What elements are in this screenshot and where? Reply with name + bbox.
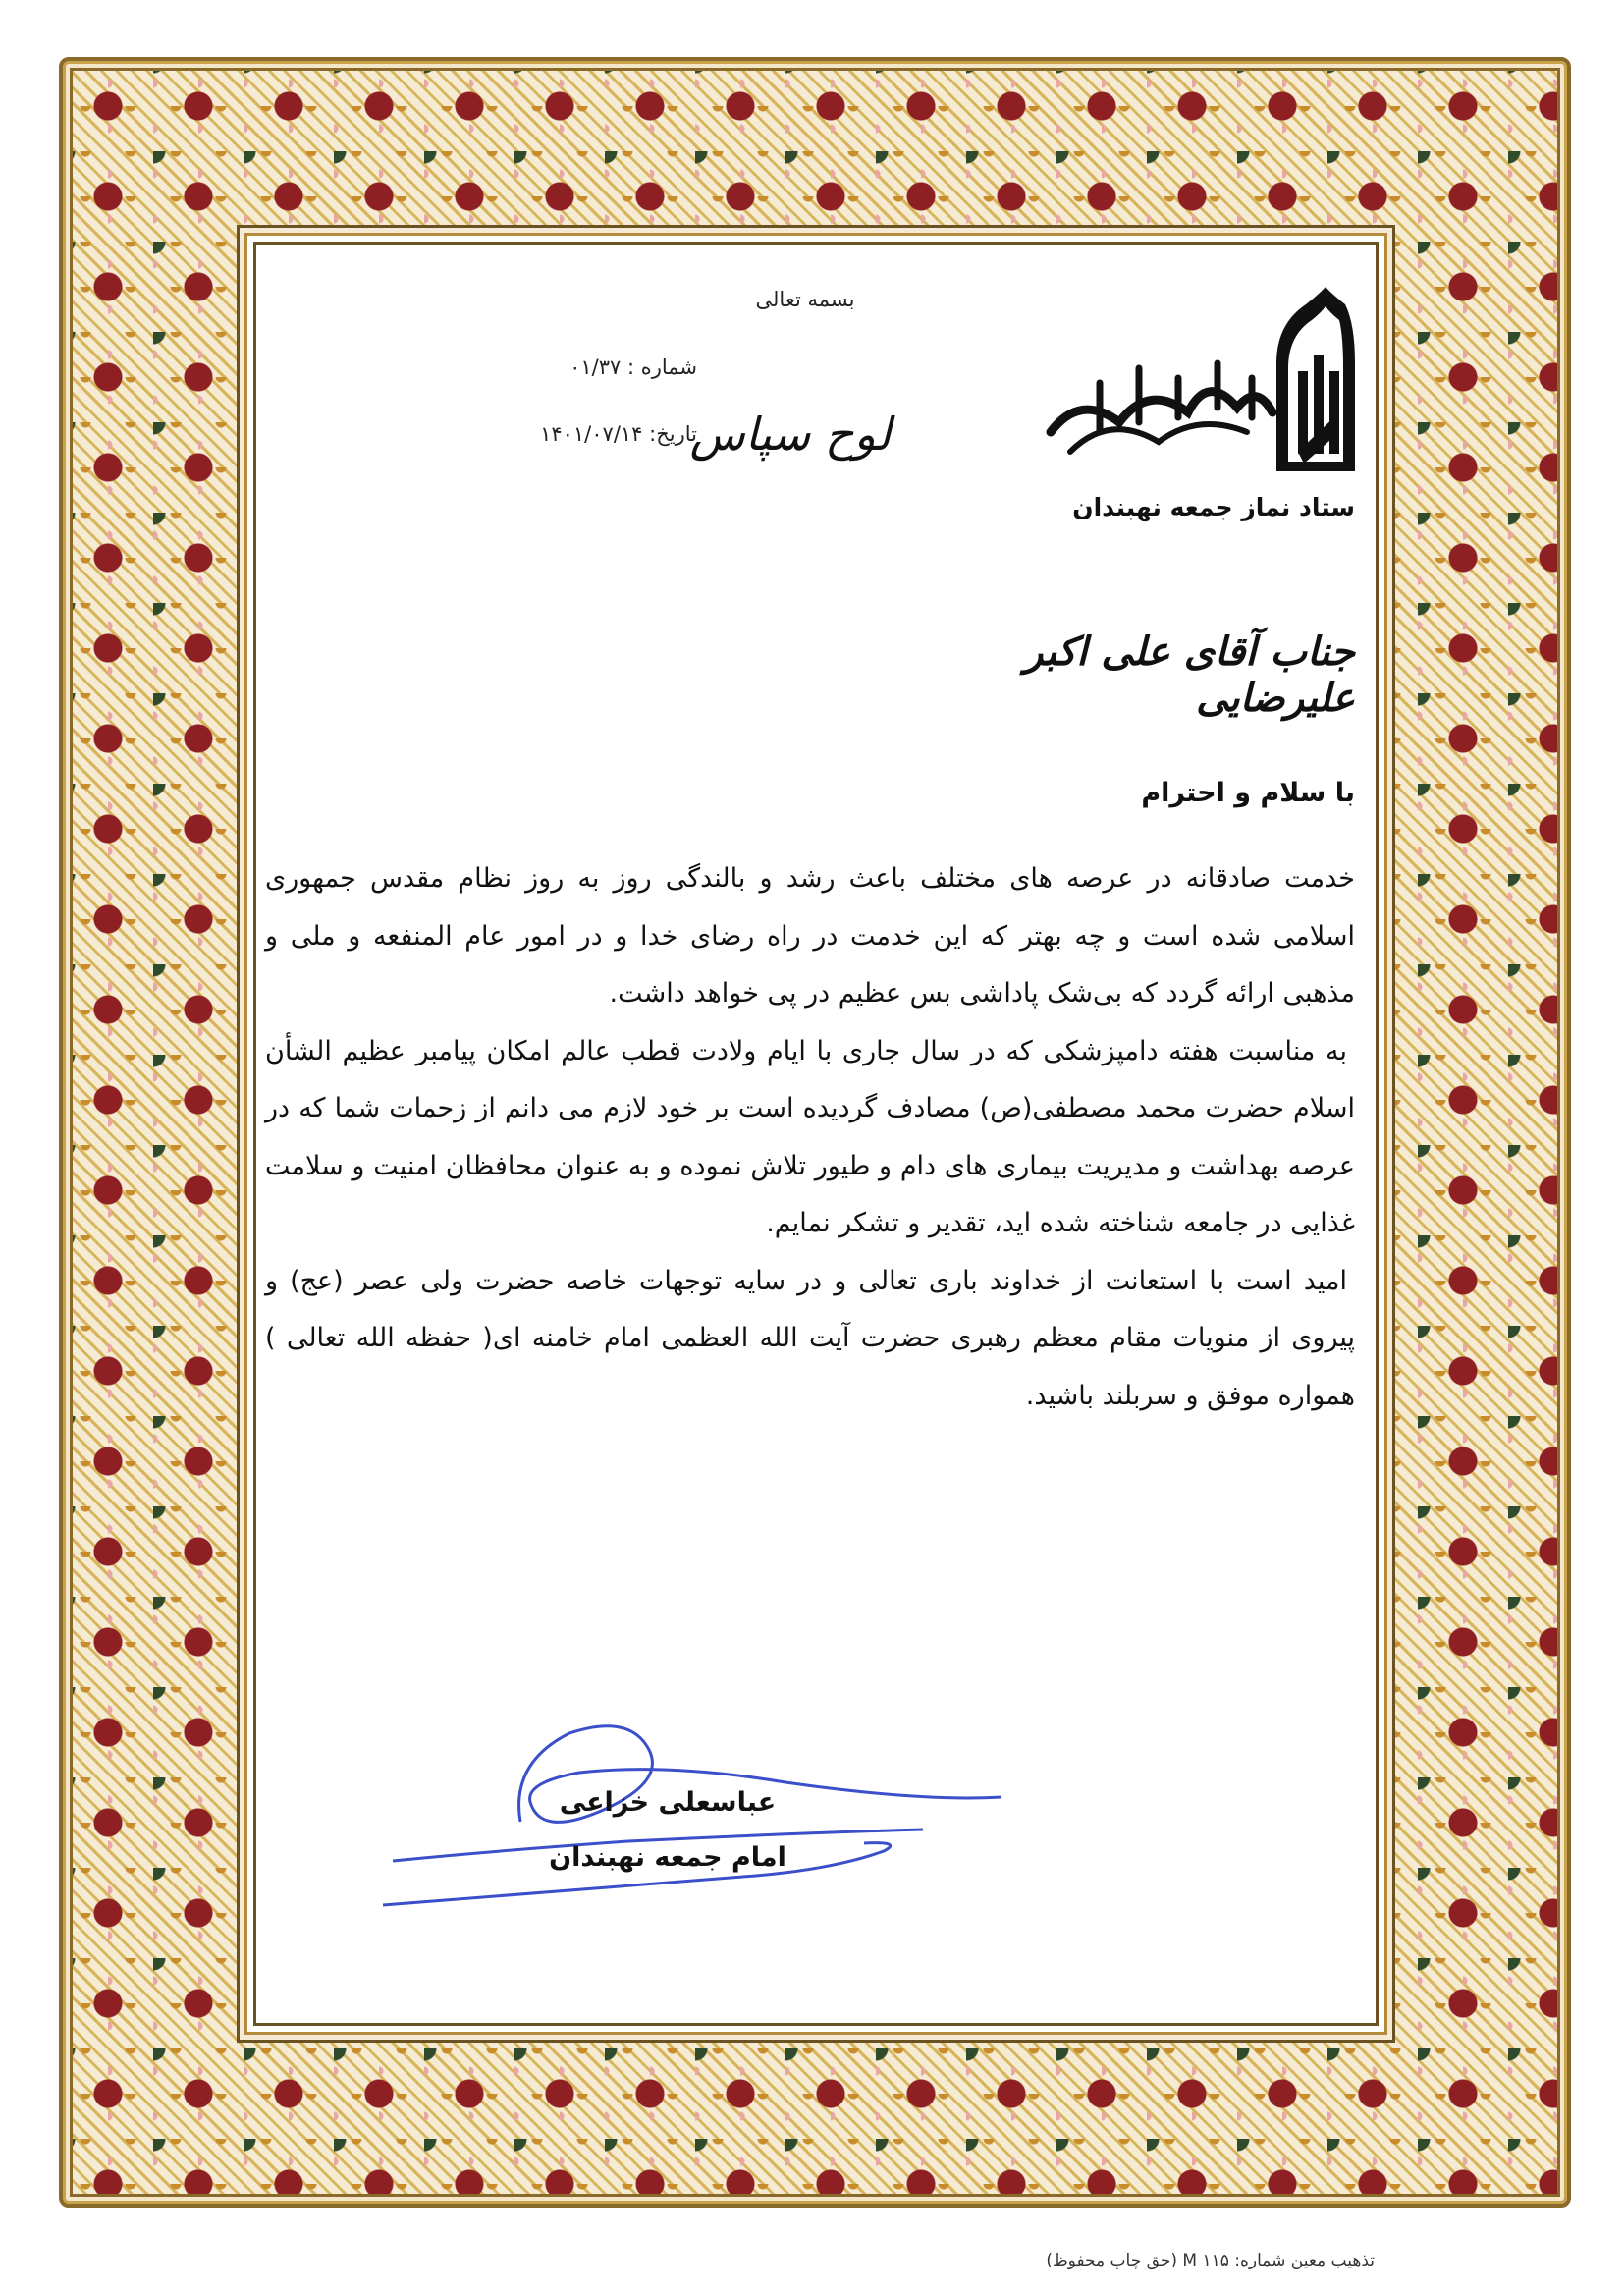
body-paragraph: به مناسبت هفته دامپزشکی که در سال جاری با ایام ولادت قطب عالم امکان پیامبر عظیم الشأن اسلام حضرت محمد مصطفی(ص) مصادف گردیده است بر خود لازم می دانم از زحمات شما که در عرصه بهداشت و مدیریت بیماری های دام و طیور تلاش نموده و به عنوان محافظان امنیت و سلامت غذایی در جامعه شناخته شده اید، تقدیر و تشکر نمایم.: [265, 1035, 1355, 1238]
certificate-title: لوح سپاس: [689, 408, 892, 461]
signer-name: عباسعلی خزاعی: [559, 1787, 777, 1818]
recipient-name: جناب آقای علی اکبر علیرضایی: [1024, 628, 1355, 721]
letter-date: تاریخ: ۱۴۰۱/۰۷/۱۴: [540, 422, 697, 446]
print-note: تذهیب معین شماره: ۱۱۵ M (حق چاپ محفوظ): [1046, 2251, 1375, 2270]
letter-number: شماره : ۰۱/۳۷: [569, 355, 697, 379]
signer-title: امام جمعه نهبندان: [549, 1842, 786, 1873]
mosque-arch-emblem-icon: [1041, 285, 1355, 481]
organization-name: ستاد نماز جمعه نهبندان: [1072, 493, 1355, 521]
basmala: بسمه تعالی: [755, 288, 855, 311]
friday-prayer-logo: [1041, 285, 1355, 481]
body-paragraph: امید است با استعانت از خداوند باری تعالی و در سایه توجهات خاصه حضرت ولی عصر (عج) و پیروی از منویات مقام معظم رهبری حضرت آیت الله العظمی امام خامنه ای( حفظه الله تعالی ) همواره موفق و سربلند باشید.: [265, 1265, 1355, 1411]
letter-body: [265, 850, 1355, 1666]
greeting: با سلام و احترام: [1141, 778, 1355, 808]
body-paragraph: خدمت صادقانه در عرصه های مختلف باعث رشد و بالندگی روز به روز نظام مقدس جمهوری اسلامی شده است و چه بهتر که این خدمت در راه رضای خدا و در امور عام المنفعه و ملی و مذهبی ارائه گردد که بی‌شک پاداشی بس عظیم در پی خواهد داشت.: [265, 863, 1355, 1009]
